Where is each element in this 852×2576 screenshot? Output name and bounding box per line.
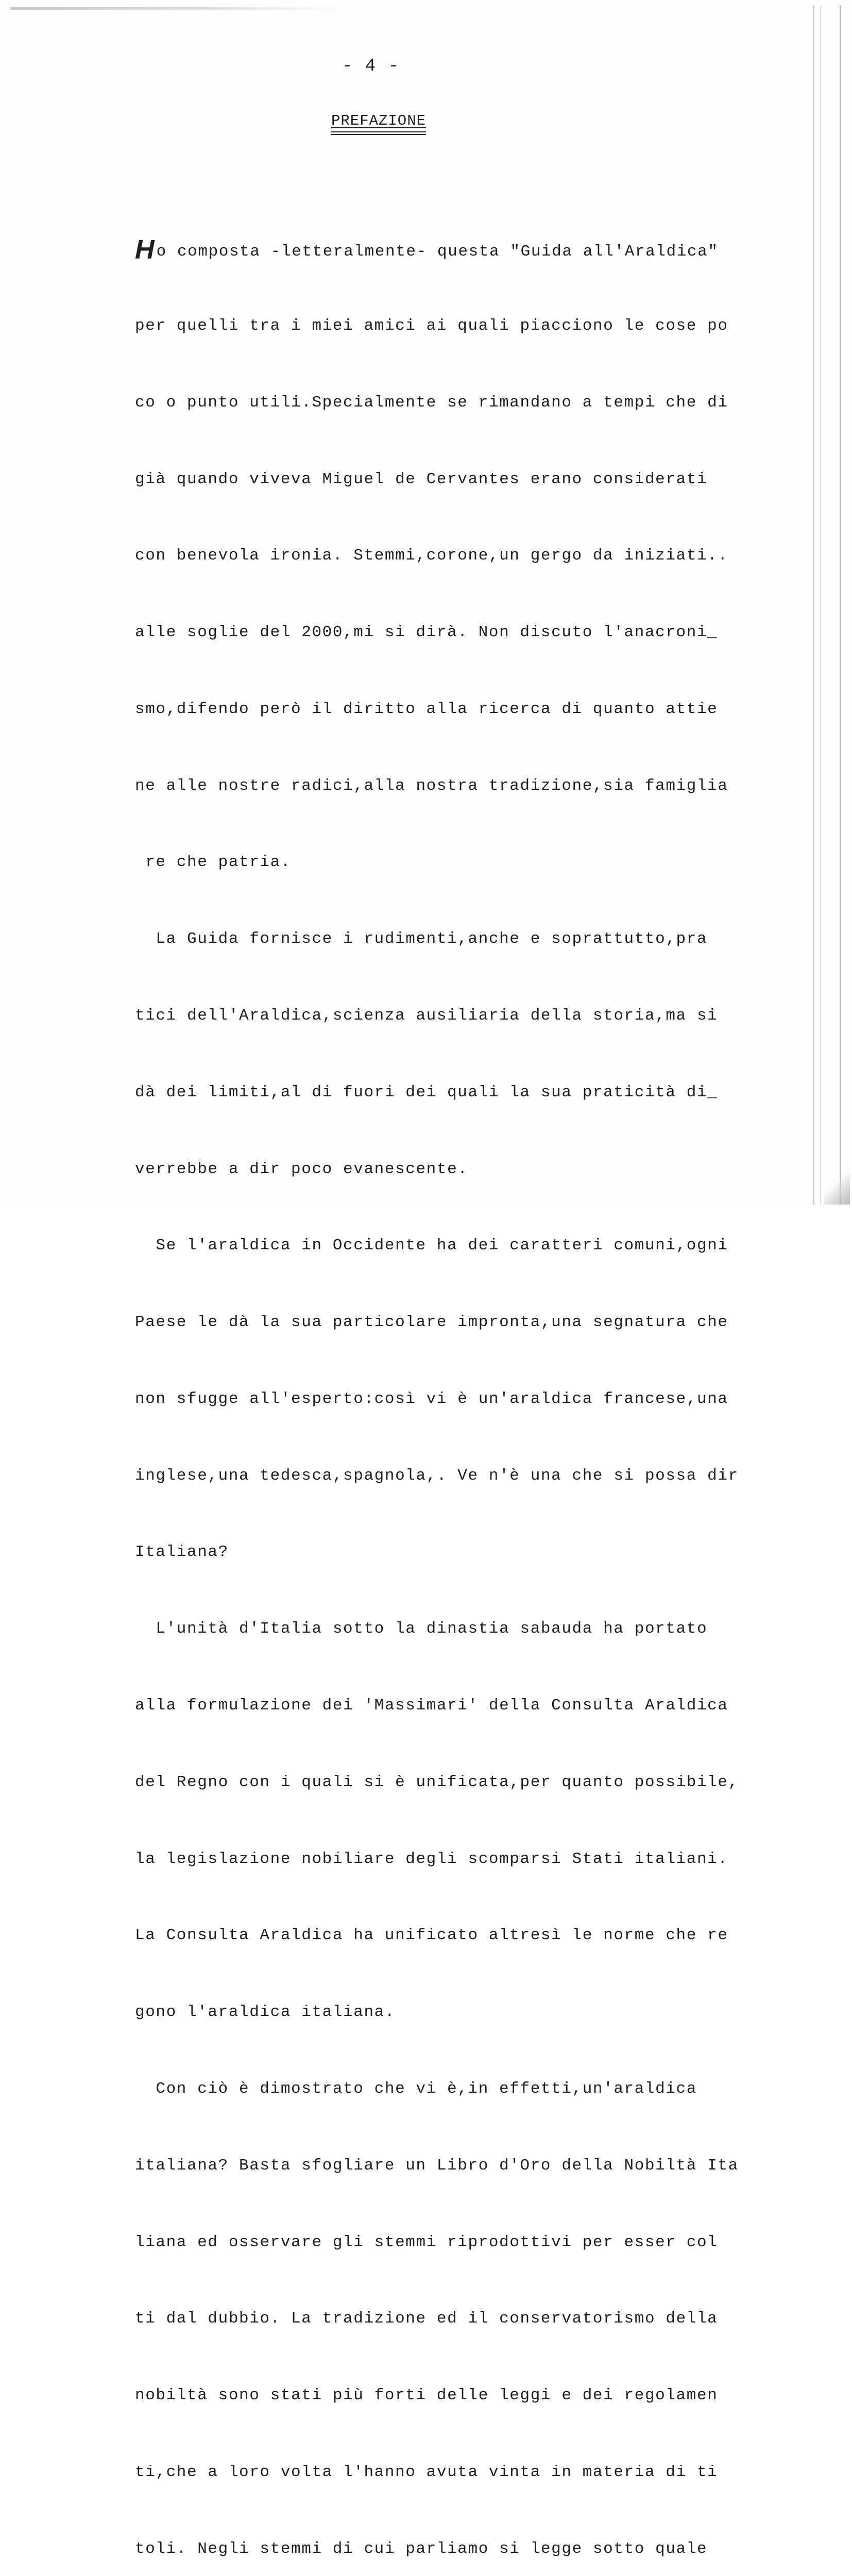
text-line: co o punto utili.Specialmente se rimandano a tempi che di	[135, 393, 728, 412]
text-line: re che patria.	[135, 853, 292, 872]
heading-container	[0, 112, 757, 135]
scan-edge-artifact	[840, 5, 841, 1205]
text-line: Con ciò è dimostrato che vi è,in effetti,un'araldica	[135, 2079, 697, 2098]
text-line: per quelli tra i miei amici ai quali piacciono le cose po	[135, 316, 728, 335]
page-corner-curl	[824, 1170, 850, 1205]
text-line: ne alle nostre radici,alla nostra tradizione,sia famiglia	[135, 776, 728, 795]
text-line: dà dei limiti,al di fuori dei quali la sua praticità di_	[135, 1083, 718, 1101]
page-number: - 4 -	[342, 57, 400, 76]
scan-edge-artifact	[10, 7, 340, 10]
text-line-first	[135, 235, 743, 265]
preface-body	[135, 185, 743, 2576]
text-line: La Consulta Araldica ha unificato altresì le norme che re	[135, 1926, 728, 1945]
text-line: ti dal dubbio. La tradizione ed il conservatorismo della	[135, 2310, 718, 2328]
text-line: ti,che a loro volta l'hanno avuta vinta in materia di ti	[135, 2463, 718, 2481]
text-line: liana ed osservare gli stemmi riprodottivi per esser col	[135, 2233, 718, 2251]
text-line: verrebbe a dir poco evanescente.	[135, 1160, 468, 1178]
text-line: con benevola ironia. Stemmi,corone,un gergo da iniziati..	[135, 547, 728, 565]
text-line: La Guida fornisce i rudimenti,anche e soprattutto,pra	[135, 930, 708, 948]
text-line: toli. Negli stemmi di cui parliamo si legge sotto quale	[135, 2539, 708, 2558]
text-line: del Regno con i quali si è unificata,per quanto possibile,	[135, 1773, 739, 1791]
title-double-underline	[331, 131, 426, 135]
text-line: Paese le dà la sua particolare impronta,una segnatura che	[135, 1313, 728, 1332]
page-title-text: PREFAZIONE	[331, 112, 427, 129]
scan-edge-artifact	[820, 5, 821, 1205]
text-line: tici dell'Araldica,scienza ausiliaria della storia,ma si	[135, 1007, 718, 1025]
text-line: alle soglie del 2000,mi si dirà. Non discuto l'anacroni_	[135, 623, 718, 642]
text-line: la legislazione nobiliare degli scomparsi Stati italiani.	[135, 1850, 728, 1868]
text-line: alla formulazione dei 'Massimari' della Consulta Araldica	[135, 1697, 728, 1715]
first-line-text: o composta -letteralmente- questa "Guida all'Araldica"	[156, 243, 719, 261]
page-title	[331, 112, 426, 135]
text-line: già quando viveva Miguel de Cervantes erano considerati	[135, 470, 708, 488]
scan-edge-artifact	[813, 5, 814, 1205]
text-line: L'unità d'Italia sotto la dinastia sabauda ha portato	[135, 1620, 708, 1638]
text-line: italiana? Basta sfogliare un Libro d'Oro della Nobiltà Ita	[135, 2156, 739, 2175]
text-line: gono l'araldica italiana.	[135, 2003, 396, 2022]
text-line: Italiana?	[135, 1543, 229, 1562]
text-line: Se l'araldica in Occidente ha dei caratteri comuni,ogni	[135, 1236, 728, 1255]
drop-cap: H	[135, 235, 155, 265]
text-line: inglese,una tedesca,spagnola,. Ve n'è una che si possa dir	[135, 1466, 739, 1485]
text-line: nobiltà sono stati più forti delle leggi e dei regolamen	[135, 2386, 718, 2405]
text-line: non sfugge all'esperto:così vi è un'araldica francese,una	[135, 1389, 728, 1408]
text-line: smo,difendo però il diritto alla ricerca di quanto attie	[135, 700, 718, 718]
